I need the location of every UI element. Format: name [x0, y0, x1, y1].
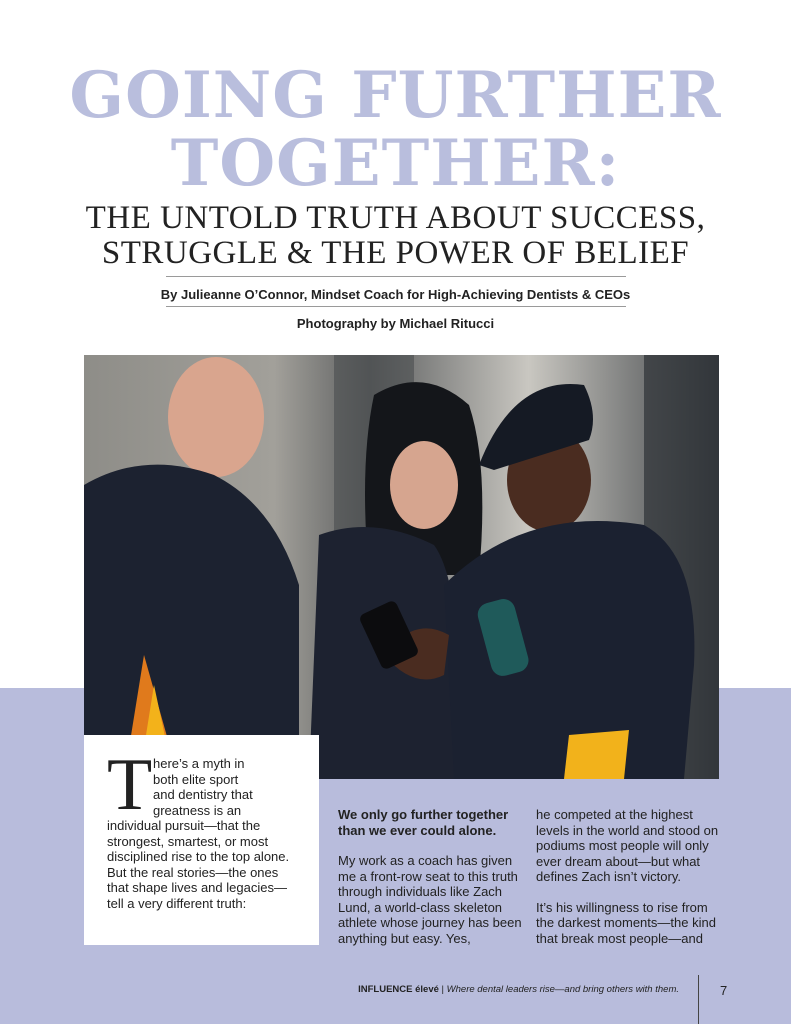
byline: By Julieanne O’Connor, Mindset Coach for High-Achieving Dentists & CEOs — [160, 287, 631, 302]
headline-line-2: TOGETHER: — [170, 126, 621, 201]
intro-line-3: and dentistry that — [153, 787, 253, 802]
footer-brand: INFLUENCE élevé — [358, 984, 439, 995]
footer-tagline: Where dental leaders rise—and bring others with them. — [446, 984, 679, 995]
intro-line-2: both elite sport — [153, 771, 239, 787]
column-2-paragraph: My work as a coach has given me a front-row seat to this truth through individuals like Zach Lund, a world-class skeleton athlete whose journey has been anything but easy. Yes, — [338, 853, 522, 946]
column-2 — [338, 807, 526, 961]
byline-rule-top — [166, 276, 626, 277]
footer-divider — [698, 975, 699, 1024]
subhead-line-1: THE UNTOLD TRUTH ABOUT SUCCESS, — [85, 200, 706, 236]
feature-photo — [84, 355, 719, 779]
drop-cap: T — [107, 744, 153, 826]
footer-separator: | — [441, 984, 445, 995]
byline-rule-bottom — [166, 306, 626, 307]
photo-credit: Photography by Michael Ritucci — [296, 316, 495, 331]
footer — [358, 984, 679, 995]
column-3-paragraph-1: he competed at the highest levels in the world and stood on podiums most people will only ever dream about—but what defines Zach isn’t victory. — [536, 807, 719, 884]
column-3-paragraph-2: It’s his willingness to rise from the darkest moments—the kind that break most people—and — [536, 899, 716, 946]
page-number: 7 — [720, 983, 728, 998]
intro-paragraph — [107, 744, 297, 911]
intro-line-4: greatness is an — [153, 802, 242, 818]
intro-line-1: here’s a myth in — [153, 756, 245, 771]
headline-line-1: GOING FURTHER — [69, 58, 722, 133]
pull-statement: We only go further together than we ever could alone. — [338, 807, 509, 838]
intro-rest: individual pursuit—that the strongest, smartest, or most disciplined rise to the top alone. But the real stories—the ones that shape lives and legacies—tell a very different truth: — [107, 818, 290, 911]
column-3 — [536, 807, 724, 961]
subhead-line-2: STRUGGLE & THE POWER OF BELIEF — [101, 235, 690, 271]
